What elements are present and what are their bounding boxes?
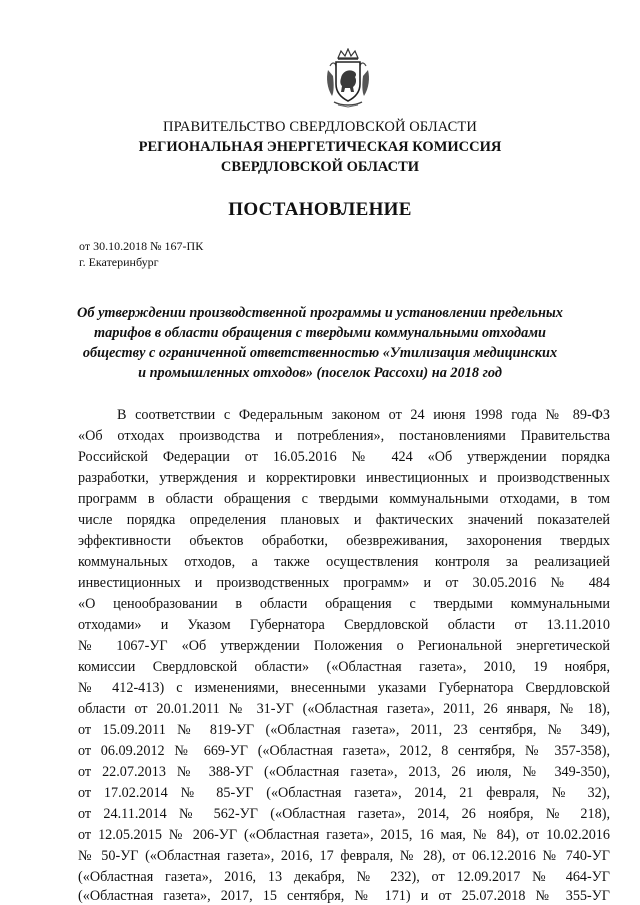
government-name: ПРАВИТЕЛЬСТВО СВЕРДЛОВСКОЙ ОБЛАСТИ <box>163 119 477 135</box>
subject-line: тарифов в области обращения с твердыми коммунальными отходами <box>93 325 546 341</box>
commission-region: СВЕРДЛОВСКОЙ ОБЛАСТИ <box>220 159 420 175</box>
body-text-line: «Об отходах производства и потребления», постановлениями Правительства <box>78 428 610 444</box>
body-text-line: от 22.07.2013 № 388-УГ («Областная газета», 2013, 26 июля, № 349-350), <box>78 764 610 780</box>
body-text-line: от 06.09.2012 № 669-УГ («Областная газета», 2012, 8 сентября, № 357-358), <box>78 743 610 759</box>
subject-line: обществу с ограниченной ответственностью «Утилизация медицинских <box>82 345 558 361</box>
body-text-line: разработки, утверждения и корректировки инвестиционных и производственных <box>78 470 610 486</box>
body-text-line: инвестиционных и производственных программ» и от 30.05.2016 № 484 <box>78 575 610 591</box>
subject-line: и промышленных отходов» (поселок Рассохи) на 2018 год <box>138 365 502 381</box>
subject-line: Об утверждении производственной программы и установлении предельных <box>77 305 563 321</box>
body-text-line: области от 20.01.2011 № 31-УГ («Областная газета», 2011, 26 января, № 18), <box>78 701 610 717</box>
body-text-line: коммунальных отходов, а также осуществления контроля за реализацией <box>78 554 610 570</box>
page-title: ПОСТАНОВЛЕНИЕ <box>228 199 412 220</box>
body-text-line: отходами» и Указом Губернатора Свердловской области от 13.11.2010 <box>78 617 610 633</box>
commission-name: РЕГИОНАЛЬНАЯ ЭНЕРГЕТИЧЕСКАЯ КОМИССИЯ <box>138 139 502 155</box>
coat-of-arms-icon <box>324 48 372 108</box>
body-text-line: № 50-УГ («Областная газета», 2016, 17 февраля, № 28), от 06.12.2016 № 740-УГ <box>78 848 610 864</box>
body-text-line: («Областная газета», 2016, 13 декабря, № 232), от 12.09.2017 № 464-УГ <box>78 869 610 885</box>
body-text-line: В соответствии с Федеральным законом от 24 июня 1998 года № 89-ФЗ <box>117 407 610 423</box>
body-text-line: («Областная газета», 2017, 15 сентября, № 171) и от 25.07.2018 № 355-УГ <box>78 888 610 904</box>
body-text-line: № 412-413) с изменениями, внесенными указами Губернатора Свердловской <box>78 680 610 696</box>
body-text-line: числе порядка определения плановых и фактических значений показателей <box>78 512 610 528</box>
body-text-line: программ в области обращения с твердыми коммунальными отходами, в том <box>78 491 610 507</box>
body-text-line: № 1067-УГ «Об утверждении Положения о Региональной энергетической <box>78 638 610 654</box>
body-text-line: Российской Федерации от 16.05.2016 № 424 «Об утверждении порядка <box>78 449 610 465</box>
body-text-line: комиссии Свердловской области» («Областная газета», 2010, 19 ноября, <box>78 659 610 675</box>
body-text-line: от 15.09.2011 № 819-УГ («Областная газета», 2011, 23 сентября, № 349), <box>78 722 610 738</box>
body-text-line: эффективности объектов обработки, обезвреживания, захоронения твердых <box>78 533 610 549</box>
document-place: г. Екатеринбург <box>79 255 159 269</box>
document-date-number: от 30.10.2018 № 167-ПК <box>79 239 204 253</box>
body-text-line: от 17.02.2014 № 85-УГ («Областная газета», 2014, 21 февраля, № 32), <box>78 785 610 801</box>
body-text-line: от 24.11.2014 № 562-УГ («Областная газета», 2014, 26 ноября, № 218), <box>78 806 610 822</box>
body-text-line: «О ценообразовании в области обращения с твердыми коммунальными <box>78 596 610 612</box>
body-text-line: от 12.05.2015 № 206-УГ («Областная газета», 2015, 16 мая, № 84), от 10.02.2016 <box>78 827 610 843</box>
